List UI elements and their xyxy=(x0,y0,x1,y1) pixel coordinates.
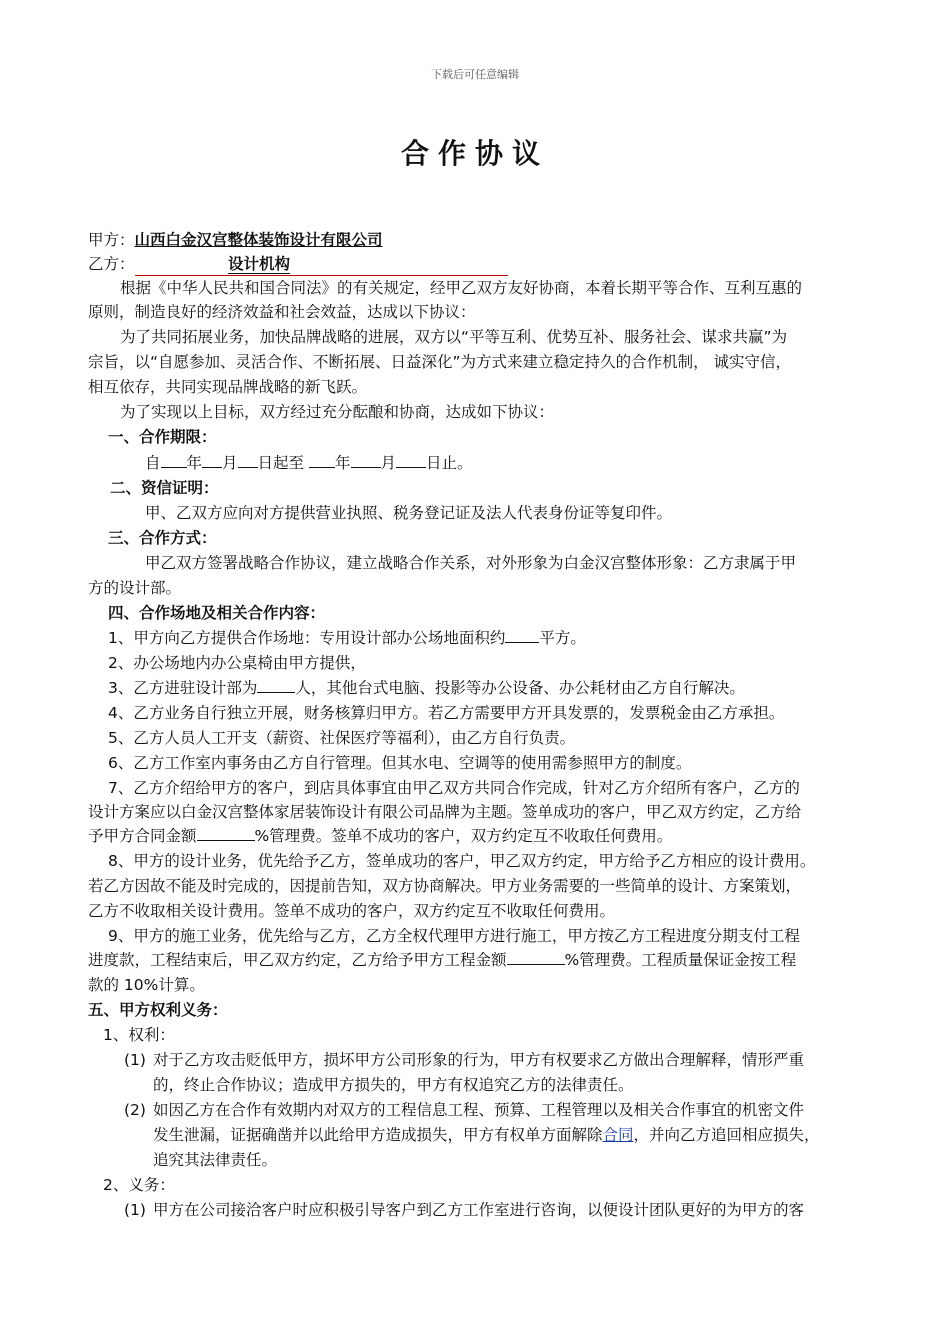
item-7-line3-rest: %管理费。签单不成功的客户，双方约定互不收取任何费用。 xyxy=(254,827,673,845)
item-9-line1: 9、甲方的施工业务，优先给与乙方，乙方全权代理甲方进行施工，甲方按乙方工程进度分期支付工程 xyxy=(108,927,800,945)
duties-label: 2、义务： xyxy=(103,1176,175,1194)
item-4: 4、乙方业务自行独立开展，财务核算归甲方。若乙方需要甲方开具发票的，发票税金由乙方承担。 xyxy=(108,704,785,722)
right-2-line2-rest: ，并向乙方追回相应损失， xyxy=(633,1126,820,1144)
party-a-line xyxy=(88,229,383,251)
duty-1-line1: 甲方在公司接洽客户时应积极引导客户到乙方工作室进行咨询，以便设计团队更好的为甲方的客 xyxy=(153,1201,805,1219)
right-1-line2: 的，终止合作协议；造成甲方损失的，甲方有权追究乙方的法律责任。 xyxy=(153,1076,634,1094)
section-2-text: 甲、乙双方应向对方提供营业执照、税务登记证及法人代表身份证等复印件。 xyxy=(145,504,673,522)
section-2-heading: 二、资信证明： xyxy=(110,479,219,497)
section-5-heading: 五、甲方权利义务： xyxy=(88,1001,228,1019)
item-9-line2-text: 进度款，工程结束后，甲乙双方约定，乙方给予甲方工程金额 xyxy=(88,951,507,969)
item-6: 6、乙方工作室内事务由乙方自行管理。但其水电、空调等的使用需参照甲方的制度。 xyxy=(108,754,692,772)
intro-p3: 为了实现以上目标，双方经过充分酝酿和协商，达成如下协议： xyxy=(120,403,555,421)
item-9-line3: 款的 10%计算。 xyxy=(88,976,205,994)
party-b-field xyxy=(135,253,508,276)
contract-link[interactable]: 合同 xyxy=(602,1126,634,1144)
term-month-1: 月 xyxy=(222,454,238,472)
right-2-num: (2) xyxy=(124,1101,146,1119)
duty-1-num: (1) xyxy=(124,1201,146,1219)
intro-p1-line1: 根据《中华人民共和国合同法》的有关规定，经甲乙双方友好协商，本着长期平等合作、互利互惠的 xyxy=(120,279,803,297)
item-9-line2-rest: %管理费。工程质量保证金按工程 xyxy=(564,951,797,969)
rights-label: 1、权利： xyxy=(103,1026,175,1044)
blank-project-fee xyxy=(507,949,565,965)
item-7-line1: 7、乙方介绍给甲方的客户，到店具体事宜由甲乙双方共同合作完成，针对乙方介绍所有客户，乙方的 xyxy=(108,779,800,797)
section-3-line1: 甲乙双方签署战略合作协议，建立战略合作关系，对外形象为白金汉宫整体形象：乙方隶属于甲 xyxy=(145,554,797,572)
item-8-line1: 8、甲方的设计业务，优先给予乙方，签单成功的客户，甲乙双方约定，甲方给予乙方相应的设计费用。 xyxy=(108,852,816,870)
intro-p2-line2: 宗旨，以“自愿参加、灵活合作、不断拓展、日益深化”为方式来建立稳定持久的合作机制， 诚实守信， xyxy=(88,353,791,371)
right-2-line2 xyxy=(153,1124,820,1146)
blank-contract-fee xyxy=(197,825,255,841)
item-3-rest: 人，其他台式电脑、投影等办公设备、办公耗材由乙方自行解决。 xyxy=(295,679,745,697)
item-8-line2: 若乙方因故不能及时完成的，因提前告知，双方协商解决。甲方业务需要的一些简单的设计、方案策划， xyxy=(88,877,802,895)
blank-end-month xyxy=(351,452,381,468)
intro-p1-line2: 原则，制造良好的经济效益和社会效益，达成以下协议： xyxy=(88,303,476,321)
right-2-line1: 如因乙方在合作有效期内对双方的工程信息工程、预算、工程管理以及相关合作事宜的机密文件 xyxy=(153,1101,805,1119)
right-2-line3: 追究其法律责任。 xyxy=(153,1151,278,1169)
item-2: 2、办公场地内办公桌椅由甲方提供， xyxy=(108,654,366,672)
party-b-line xyxy=(88,253,508,276)
term-year-1: 年 xyxy=(186,454,203,472)
term-year-2: 年 xyxy=(335,454,351,472)
right-1-num: (1) xyxy=(124,1051,146,1069)
item-1-unit: 平方。 xyxy=(539,629,586,647)
section-1-heading: 一、合作期限： xyxy=(108,428,217,446)
blank-area xyxy=(505,627,539,643)
term-from: 自 xyxy=(145,454,161,472)
blank-start-month xyxy=(202,452,222,468)
header-note: 下载后可任意编辑 xyxy=(431,68,519,81)
item-5: 5、乙方人员人工开支（薪资、社保医疗等福利），由乙方自行负责。 xyxy=(108,729,576,747)
term-until: 日起至 xyxy=(257,454,305,472)
right-2-line2-text: 发生泄漏，证据确凿并以此给甲方造成损失，甲方有权单方面解除 xyxy=(153,1126,603,1144)
document-title: 合作协议 xyxy=(400,137,549,170)
item-3 xyxy=(108,677,745,699)
intro-p2-line1: 为了共同拓展业务，加快品牌战略的进展，双方以“平等互利、优势互补、服务社会、谋求共赢”为 xyxy=(120,328,788,346)
party-a-label: 甲方： xyxy=(88,231,135,249)
blank-people xyxy=(257,677,295,693)
blank-end-day xyxy=(396,452,426,468)
item-7-line3-text: 予甲方合同金额 xyxy=(88,827,197,845)
term-line xyxy=(145,452,473,474)
term-end: 日止。 xyxy=(426,454,473,472)
item-1 xyxy=(108,627,586,649)
right-1-line1: 对于乙方攻击贬低甲方，损坏甲方公司形象的行为，甲方有权要求乙方做出合理解释，情形严重 xyxy=(153,1051,805,1069)
item-7-line2: 设计方案应以白金汉宫整体家居装饰设计有限公司品牌为主题。签单成功的客户，甲乙双方约定，乙方给 xyxy=(88,803,802,821)
item-1-text: 1、甲方向乙方提供合作场地：专用设计部办公场地面积约 xyxy=(108,629,506,647)
section-4-heading: 四、合作场地及相关合作内容： xyxy=(108,604,326,622)
party-a-name: 山西白金汉宫整体装饰设计有限公司 xyxy=(134,231,383,249)
item-7-line3 xyxy=(88,825,672,847)
blank-start-day xyxy=(238,452,258,468)
term-month-2: 月 xyxy=(380,454,397,472)
party-b-label: 乙方： xyxy=(88,255,135,273)
party-b-name: 设计机构 xyxy=(228,255,291,273)
intro-p2-line3: 相互依存，共同实现品牌战略的新飞跃。 xyxy=(88,378,368,396)
section-3-heading: 三、合作方式： xyxy=(108,529,217,547)
blank-start-year xyxy=(161,452,187,468)
item-9-line2 xyxy=(88,949,796,971)
item-3-text: 3、乙方进驻设计部为 xyxy=(108,679,258,697)
section-3-line2: 方的设计部。 xyxy=(88,579,182,597)
item-8-line3: 乙方不收取相关设计费用。签单不成功的客户，双方约定互不收取任何费用。 xyxy=(88,902,616,920)
blank-end-year xyxy=(309,452,335,468)
